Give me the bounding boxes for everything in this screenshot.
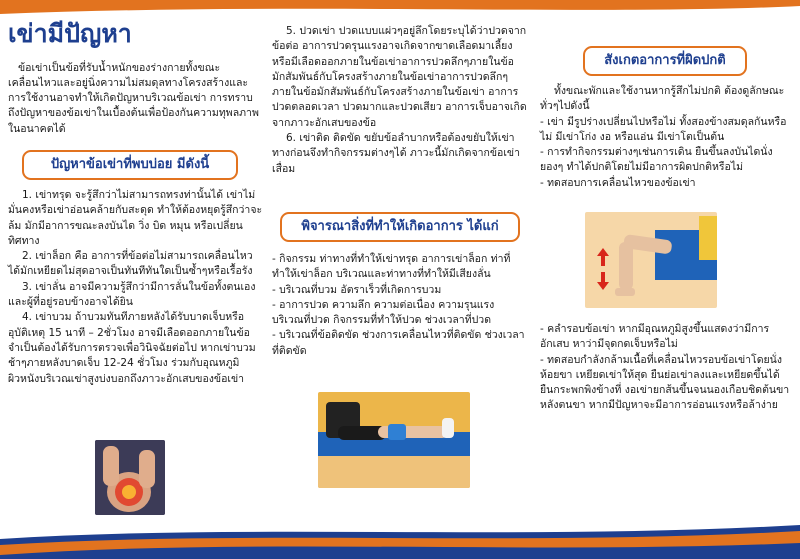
causes-list: [272, 252, 527, 359]
observe-item-1: - เข่า มีรูปร่างเปลี่ยนไปหรือไม่ ทั้งสองข้างสมดุลกันหรือไม่ มีเข่าโก่ง งอ หรือแอ่น มีเข่าโตเป็นต้น: [540, 115, 787, 143]
problem-item-5: 5. ปวดเข่า ปวดแบบแผ่วๆอยู่ลึกโดยระบุได้ว่าปวดจากข้อต่อ อาการปวดรุนแรงอาจเกิดจากขาดเลือดมาเลี้ยง หรือมีเลือดออกภายในข้อเข่าอาการปวดลึกๆภายในข้อ มักสัมพันธ์กับโครงสร้างภายในข้อเข่าอาการปวดลึกๆภายในข้อมักสัมพันธ์กับโครงสร้างภายในข้อเข่า อาการปวดตลอดเวลา ปวดมากและปวดเสียว อาการเจ็บอาจเกิดจากภาวะอักเสบของข้อ: [272, 25, 527, 129]
causes-heading: พิจารณาสิ่งที่ทำให้เกิดอาการ ได้แก่: [280, 212, 520, 242]
cause-item-2: - บริเวณที่บวม อัตราเร็วที่เกิดการบวม: [272, 283, 442, 296]
problems-continued: [272, 24, 527, 177]
cause-item-3: - อาการปวด ความลึก ความต่อเนื่อง ความรุนแรง บริเวณที่ปวด กิจกรรมที่ทำให้ปวด ช่วงเวลาที่ปวด: [272, 298, 495, 327]
observe-list-2: [540, 322, 790, 414]
problem-item-6: 6. เข่าติด ติดขัด ขยับข้อลำบากหรือต้องขยับให้เข่าทางก่อนจึงทำกิจกรรมต่างๆได้ ภาวะนี้มักเกิดจากข้อเข่าเสื่อม: [272, 132, 520, 175]
observe-item-3: - ทดสอบการเคลื่อนไหวของข้อเข่า: [540, 176, 696, 189]
observe-item-2: - การทำกิจกรรมต่างๆเช่นการเดิน ยืนขึ้นลงบันไดนั่งยองๆ ทำได้ปกติโดยไม่มีอาการผิดปกติหรือไม่: [540, 146, 773, 174]
problem-item-2: 2. เข่าล็อก คือ อาการที่ข้อต่อไม่สามารถเคลื่อนไหวได้มักเหยียดไม่สุดอาจเป็นทันทีทันใดเป็นซ้ำๆหรือเรื้อรัง: [8, 250, 253, 278]
knee-pain-photo: [95, 440, 165, 515]
observe-intro: ทั้งขณะพักและใช้งานหากรู้สึกไม่ปกติ ต้องดูลักษณะทั่วๆไปดังนี้: [540, 85, 785, 113]
problem-item-1: 1. เข่าทรุด จะรู้สึกว่าไม่สามารถทรงท่านั้นได้ เข่าไม่มั่นคงหรือเข่าอ่อนคล้ายกับสะดุด ทำให้ต้องหยุดรู้สึกว่าจะล้ม มักมีอาการขณะลงบันได วิ่ง บิด หมุน หรือเปลี่ยนทิศทาง: [8, 189, 263, 247]
observe-list-1: [540, 84, 790, 191]
intro-paragraph: ข้อเข่าเป็นข้อที่รับน้ำหนักของร่างกายทั้งขณะเคลื่อนไหวและอยู่นิ่งความไม่สมดุลทางโครงสร้างและการใช้งานอาจทำให้เกิดปัญหาบริเวณข้อเข่า การทราบถึงปัญหาของข้อเข่าในเบื้องต้นเพื่อป้องกันความทุพลภาพในอนาคตได้: [8, 61, 259, 135]
knee-exercise-photo: [318, 392, 470, 488]
observe-symptoms-heading: สังเกตอาการที่ผิดปกติ: [583, 46, 747, 76]
problem-item-4: 4. เข่าบวม ถ้าบวมทันทีภายหลังได้รับบาดเจ็บหรืออุบัติเหตุ 15 นาที – 2ชั่วโมง อาจมีเลือดออกภายในข้อ จำเป็นต้องได้รับการตรวจเพื่อวินิจฉัยต่อไป หากเข่าบวมช้าๆภายหลังบาดเจ็บ 12-24 ชั่วโมง ร่วมกับอุณหภูมิผิวหนังบริเวณเข่าสูงบ่งบอกถึงภาวะอักเสบของข้อเข่า: [8, 311, 256, 385]
cause-item-1: - กิจกรรม ท่าทางที่ทำให้เข่าทรุด อาการเข่าล็อก ท่าที่ทำให้เข่าล็อก บริเวณและท่าทางที่ทำให้มีเสียงลั่น: [272, 253, 511, 281]
observe-item-5: - ทดสอบกำลังกล้ามเนื้อที่เคลื่อนไหวรอบข้อเข่าโดยนั่งห้อยขา เหยียดเข่าให้สุด ยืนย่อเข่าลงและเหยียดขึ้นได้ ยืนกระพกพิงข้างที่ งอเข่ายกส้นขึ้นจนนองเกือบชิดต้นขาหลังตนขา หากมีปัญหาจะมีอาการอ่อนแรงหรือล้าง่าย: [540, 353, 790, 412]
bottom-wave-decoration: [0, 515, 800, 559]
problem-item-3: 3. เข่าลั่น อาจมีความรู้สึกว่ามีการลั่นในข้อทั้งตนเองและผู้ที่อยู่รอบข้างอาจได้ยิน: [8, 280, 256, 309]
problems-list: [8, 188, 263, 387]
cause-item-4: - บริเวณที่ข้อติดขัด ช่วงการเคลื่อนไหวที่ติดขัด ช่วงเวลาที่ติดขัด: [272, 329, 525, 357]
knee-movement-test-photo: [585, 212, 717, 308]
observe-item-4: - คลำรอบข้อเข่า หากมีอุณหภูมิสูงขึ้นแสดงว่ามีการอักเสบ หาว่ามีจุดกดเจ็บหรือไม่: [540, 323, 770, 351]
common-problems-heading: ปัญหาข้อเข่าที่พบบ่อย มีดังนี้: [22, 150, 238, 180]
page-title: เข่ามีปัญหา: [8, 19, 132, 48]
